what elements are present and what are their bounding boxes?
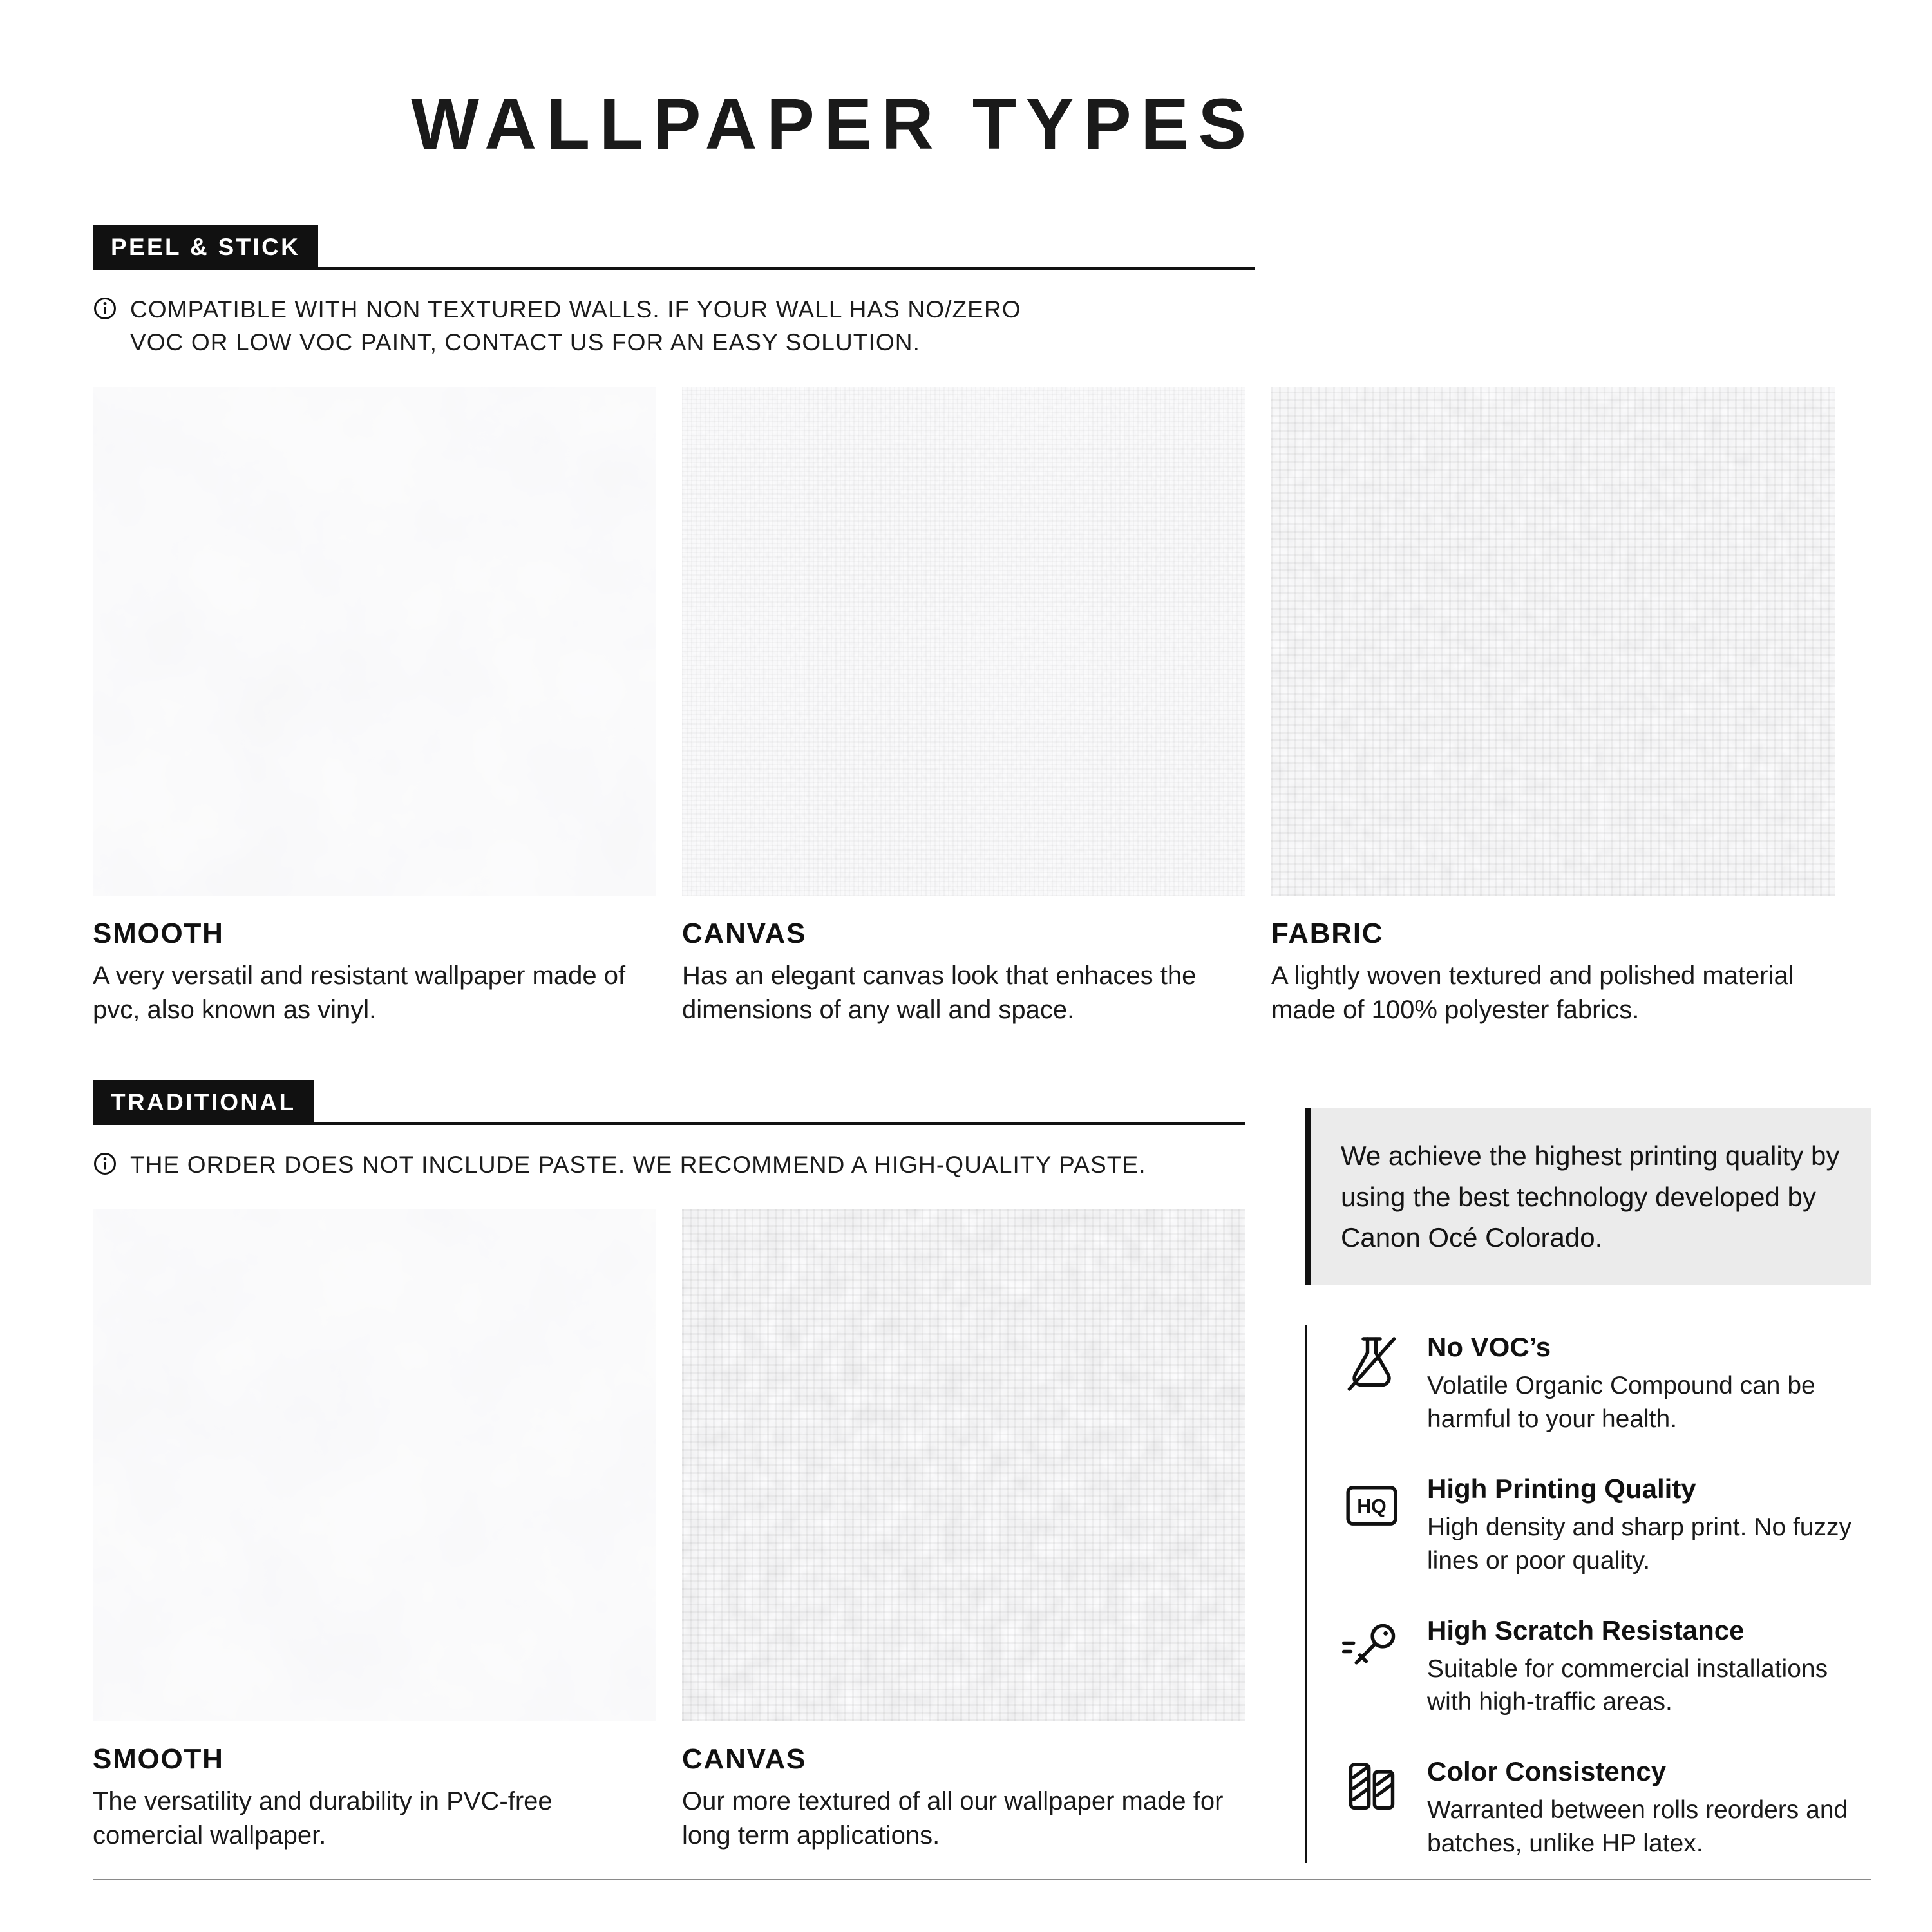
info-icon — [93, 296, 117, 321]
feature-scratch-resistance — [1338, 1614, 1871, 1719]
feature-description: Warranted between rolls reorders and batches, unlike HP latex. — [1427, 1796, 1848, 1858]
feature-description: Volatile Organic Compound can be harmful to your health. — [1427, 1372, 1815, 1434]
card-traditional-canvas — [682, 1209, 1245, 1853]
printing-quality-callout: We achieve the highest printing quality by using the best technology developed by Canon Océ Colorado. — [1305, 1108, 1871, 1285]
card-peel-fabric — [1271, 387, 1835, 1027]
feature-no-voc — [1338, 1331, 1871, 1436]
peel-badge-row — [93, 225, 1255, 270]
traditional-note — [93, 1148, 1245, 1181]
feature-title: No VOC’s — [1427, 1332, 1551, 1363]
smooth-texture-image — [93, 387, 656, 896]
page-title: WALLPAPER TYPES — [411, 84, 1256, 164]
feature-color-consistency — [1338, 1755, 1871, 1861]
feature-description: High density and sharp print. No fuzzy lines or poor quality. — [1427, 1513, 1852, 1575]
peel-note — [93, 293, 1871, 359]
peel-swatch-row — [93, 387, 1871, 1027]
info-right-column — [1305, 1080, 1871, 1863]
card-traditional-smooth — [93, 1209, 656, 1853]
swatch-title: FABRIC — [1271, 918, 1384, 950]
feature-title: High Printing Quality — [1427, 1473, 1696, 1504]
feature-high-printing-quality — [1338, 1472, 1871, 1578]
feature-description: Suitable for commercial installations with high-traffic areas. — [1427, 1654, 1828, 1716]
traditional-note-text: THE ORDER DOES NOT INCLUDE PASTE. WE RECOMMEND A HIGH-QUALITY PASTE. — [130, 1151, 1146, 1178]
hq-icon — [1338, 1472, 1405, 1539]
traditional-badge-row — [93, 1080, 1245, 1125]
peel-badge: PEEL & STICK — [93, 225, 318, 270]
swatch-description: Our more textured of all our wallpaper made for long term applications. — [682, 1786, 1224, 1850]
peel-note-line2: VOC OR LOW VOC PAINT, CONTACT US FOR AN EASY SOLUTION. — [130, 329, 920, 356]
swatch-description: A lightly woven textured and polished material made of 100% polyester fabrics. — [1271, 961, 1794, 1024]
traditional-swatch-row — [93, 1209, 1245, 1853]
fabric-texture-image — [1271, 387, 1835, 896]
smooth-texture-image — [93, 1209, 656, 1721]
hq-icon-label: HQ — [1357, 1495, 1387, 1517]
swatch-title: CANVAS — [682, 918, 807, 950]
swatch-description: A very versatil and resistant wallpaper made of pvc, also known as vinyl. — [93, 961, 626, 1024]
swatch-title: SMOOTH — [93, 918, 224, 950]
swatch-title: SMOOTH — [93, 1743, 224, 1775]
card-peel-smooth — [93, 387, 656, 1027]
swatch-title: CANVAS — [682, 1743, 807, 1775]
swatch-description: The versatility and durability in PVC-free comercial wallpaper. — [93, 1786, 553, 1850]
peel-note-line1: COMPATIBLE WITH NON TEXTURED WALLS. IF YOUR WALL HAS NO/ZERO — [130, 296, 1021, 323]
swatch-description: Has an elegant canvas look that enhaces the dimensions of any wall and space. — [682, 961, 1197, 1024]
canvas-texture-image — [682, 387, 1245, 896]
peel-rule — [318, 267, 1255, 270]
bottom-divider — [93, 1879, 1871, 1880]
feature-list — [1305, 1325, 1871, 1863]
canvas-texture-image — [682, 1209, 1245, 1721]
section-peel-and-stick — [93, 225, 1871, 1027]
peel-note-text — [130, 293, 1021, 359]
scratch-resistance-key-icon — [1338, 1614, 1405, 1681]
traditional-left-column — [93, 1080, 1245, 1863]
color-swatches-icon — [1338, 1755, 1405, 1822]
no-voc-icon — [1338, 1331, 1405, 1397]
traditional-rule — [314, 1122, 1245, 1125]
card-peel-canvas — [682, 387, 1245, 1027]
traditional-badge: TRADITIONAL — [93, 1080, 314, 1125]
feature-title: Color Consistency — [1427, 1756, 1667, 1787]
info-icon — [93, 1151, 117, 1176]
feature-title: High Scratch Resistance — [1427, 1615, 1745, 1645]
section-traditional — [93, 1080, 1871, 1863]
